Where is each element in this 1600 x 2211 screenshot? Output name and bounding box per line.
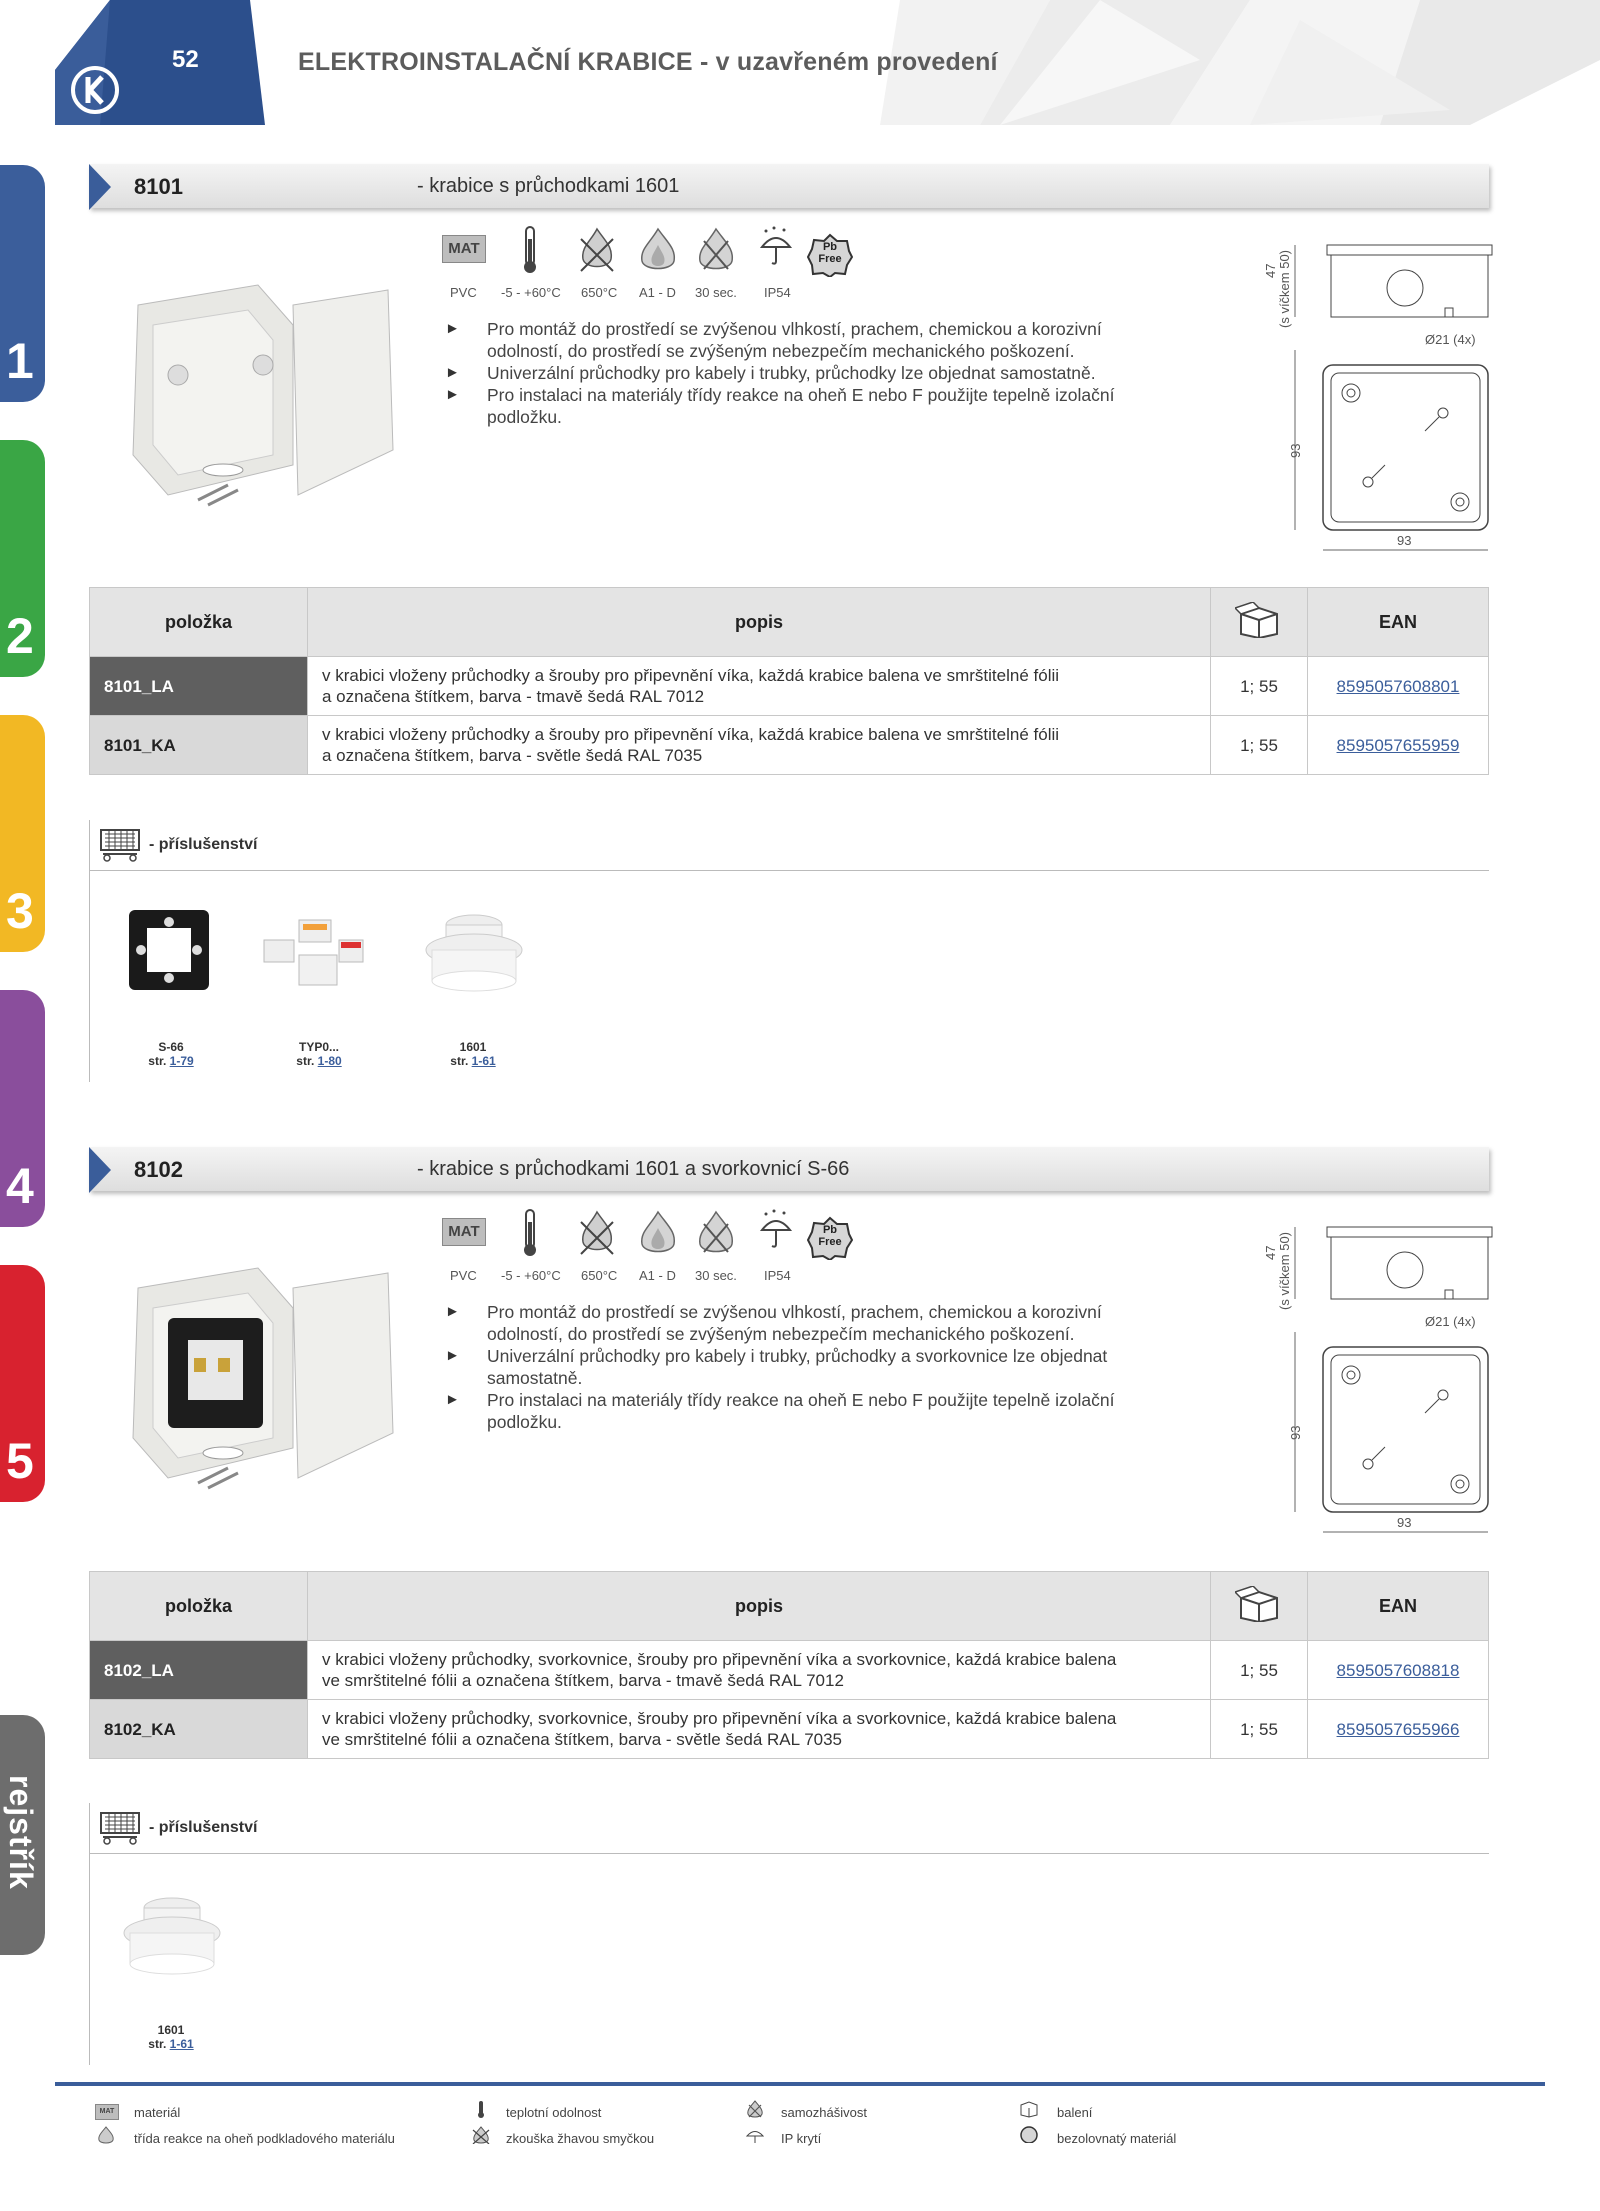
feature-item: ► Univerzální průchodky pro kabely i trubky, průchodky a svorkovnice lze objednat samostatně. [442, 1345, 1182, 1389]
material-value: PVC [450, 285, 477, 300]
side-tab-label: 5 [6, 1433, 34, 1489]
item-code: 8102_LA [90, 1641, 308, 1700]
material-value: PVC [450, 1268, 477, 1283]
side-tab-label: rejstřík [3, 1775, 39, 1890]
page-ref-link[interactable]: 1-61 [169, 2037, 194, 2051]
col-header-description: popis [308, 1572, 1211, 1641]
pb-label: Pb [822, 241, 838, 253]
feature-item: ► Pro montáž do prostředí se zvýšenou vlhkostí, prachem, chemickou a korozivní odolností, do prostředí se zvýšeným nebezpečím mechanického poškození. [442, 318, 1182, 362]
self-extinguish-value: 30 sec. [695, 285, 737, 300]
item-description: v krabici vloženy průchodky a šrouby pro připevnění víka, každá krabice balena ve smrštitelné fólii a označena štítkem, barva - tmavě šedá RAL 7012 [308, 657, 1211, 716]
product-code: 8102 [134, 1157, 183, 1182]
thermometer-icon [520, 1208, 540, 1258]
product-subtitle: - krabice s průchodkami 1601 [417, 175, 680, 197]
product-table-8102 [89, 1571, 1489, 1759]
self-extinguish-icon [694, 225, 738, 275]
self-extinguish-icon [744, 2100, 766, 2118]
item-ean [1308, 657, 1489, 716]
ean-link[interactable]: 8595057608818 [1336, 1660, 1460, 1680]
accessory-photo-s66 [119, 900, 219, 1000]
table-row [90, 1641, 1489, 1700]
col-header-ean: EAN [1308, 588, 1489, 657]
reaction-value: A1 - D [639, 285, 676, 300]
height-lid-dim: (s víčkem 50) [1277, 1231, 1292, 1310]
side-tab-label: 3 [6, 883, 34, 939]
col-header-description: popis [308, 588, 1211, 657]
ean-link[interactable]: 8595057608801 [1336, 676, 1460, 696]
product-subtitle: - krabice s průchodkami 1601 a svorkovnicí S-66 [417, 1158, 850, 1180]
item-ean [1308, 1700, 1489, 1759]
accessories-title: - příslušenství [149, 1819, 258, 1836]
legend-material: materiál [134, 2105, 181, 2120]
item-description: v krabici vloženy průchodky, svorkovnice, šrouby pro připevnění víka a svorkovnice, každá krabice balena ve smrštitelné fólii a označena štítkem, barva - tmavě šedá RAL 7012 [308, 1641, 1211, 1700]
reaction-value: A1 - D [639, 1268, 676, 1283]
section-arrow-icon [89, 1147, 111, 1193]
property-icons [440, 1208, 860, 1288]
flame-icon [95, 2126, 117, 2144]
glow-wire-icon [575, 225, 619, 275]
feature-item: ► Pro instalaci na materiály třídy reakce na oheň E nebo F použijte tepelně izolační podložku. [442, 1389, 1182, 1433]
item-code: 8102_KA [90, 1700, 308, 1759]
item-package: 1; 55 [1211, 716, 1308, 775]
item-ean [1308, 716, 1489, 775]
material-icon: MAT [442, 1218, 486, 1246]
accessories-section-8101 [89, 820, 1489, 1082]
glow-wire-value: 650°C [581, 1268, 618, 1283]
glow-wire-value: 650°C [581, 285, 618, 300]
ean-link[interactable]: 8595057655966 [1336, 1719, 1460, 1739]
side-dim: 93 [1288, 1425, 1303, 1440]
material-icon: MAT [442, 235, 486, 263]
legend-pack: balení [1057, 2105, 1093, 2120]
height-dim: 47 [1263, 263, 1278, 278]
col-header-item: položka [90, 588, 308, 657]
side-tab-label: 2 [6, 608, 34, 664]
temperature-value: -5 - +60°C [501, 1268, 561, 1283]
hole-dim: Ø21 (4x) [1425, 332, 1476, 347]
side-tab-label: 4 [6, 1158, 34, 1214]
pb-label: Pb [822, 1224, 838, 1236]
legend-reaction: třída reakce na oheň podkladového materiálu [134, 2131, 395, 2146]
accessory-item: S-66 str. 1-79 [148, 1040, 194, 1068]
self-extinguish-value: 30 sec. [695, 1268, 737, 1283]
item-package: 1; 55 [1211, 1700, 1308, 1759]
col-header-package [1211, 1572, 1308, 1641]
ip-umbrella-icon [758, 1208, 794, 1258]
side-tab-4[interactable] [0, 990, 45, 1227]
height-dim: 47 [1263, 1245, 1278, 1260]
feature-item: ► Pro instalaci na materiály třídy reakce na oheň E nebo F použijte tepelně izolační podložku. [442, 384, 1182, 428]
page-ref-link[interactable]: 1-80 [317, 1054, 342, 1068]
free-label: Free [818, 1236, 842, 1248]
side-tab-3[interactable] [0, 715, 45, 952]
package-box-icon [1235, 1586, 1283, 1622]
table-row [90, 657, 1489, 716]
table-row [90, 1700, 1489, 1759]
side-dim: 93 [1288, 443, 1303, 458]
height-lid-dim: (s víčkem 50) [1277, 249, 1292, 328]
product-photo-8101 [108, 265, 398, 515]
page-title: ELEKTROINSTALAČNÍ KRABICE - v uzavřeném provedení [298, 48, 998, 76]
shopping-cart-icon [99, 826, 143, 862]
thermometer-icon [520, 225, 540, 275]
page-ref-link[interactable]: 1-61 [471, 1054, 496, 1068]
legend-glow: zkouška žhavou smyčkou [506, 2131, 655, 2146]
pb-free-icon [807, 233, 853, 277]
thermometer-icon [470, 2100, 492, 2118]
accessory-photo-1601 [117, 1878, 227, 1988]
product-header-8101 [89, 164, 1489, 212]
table-row [90, 716, 1489, 775]
product-header-8102 [89, 1147, 1489, 1195]
page-number: 52 [172, 46, 199, 73]
technical-drawing-8102 [1265, 1212, 1500, 1557]
feature-list [442, 318, 1182, 428]
item-package: 1; 55 [1211, 1641, 1308, 1700]
free-label: Free [818, 253, 842, 265]
accessory-item: 1601 str. 1-61 [450, 1040, 496, 1068]
glow-wire-icon [575, 1208, 619, 1258]
material-icon: MAT [95, 2104, 119, 2120]
item-ean [1308, 1641, 1489, 1700]
item-code: 8101_KA [90, 716, 308, 775]
accessory-item: TYP0... str. 1-80 [296, 1040, 342, 1068]
shopping-cart-icon [99, 1809, 143, 1845]
side-tab-5[interactable] [0, 1265, 45, 1502]
product-table-8101 [89, 587, 1489, 775]
ip-umbrella-icon [758, 225, 794, 275]
temperature-value: -5 - +60°C [501, 285, 561, 300]
item-description: v krabici vloženy průchodky, svorkovnice, šrouby pro připevnění víka a svorkovnice, každá krabice balena ve smrštitelné fólii a označena štítkem, barva - světle šedá RAL 7035 [308, 1700, 1211, 1759]
logo-k-icon [70, 65, 120, 115]
col-header-ean: EAN [1308, 1572, 1489, 1641]
side-tab-label: 1 [6, 333, 34, 389]
col-header-package [1211, 588, 1308, 657]
legend-temp: teplotní odolnost [506, 2105, 602, 2120]
ip-value: IP54 [764, 1268, 791, 1283]
legend-ip: IP krytí [781, 2131, 822, 2146]
feature-item: ► Univerzální průchodky pro kabely i trubky, průchodky lze objednat samostatně. [442, 362, 1182, 384]
product-photo-8102 [108, 1248, 398, 1498]
pb-free-icon [807, 1216, 853, 1260]
flame-icon [636, 1208, 680, 1258]
side-tab-2[interactable] [0, 440, 45, 677]
side-tab-1[interactable] [0, 165, 45, 402]
product-code: 8101 [134, 174, 183, 199]
ip-value: IP54 [764, 285, 791, 300]
item-description: v krabici vloženy průchodky a šrouby pro připevnění víka, každá krabice balena ve smrštitelné fólii a označena štítkem, barva - světle šedá RAL 7035 [308, 716, 1211, 775]
col-header-item: položka [90, 1572, 308, 1641]
ean-link[interactable]: 8595057655959 [1336, 735, 1460, 755]
accessory-photo-1601 [419, 895, 529, 1005]
company-logo [70, 65, 120, 120]
page-ref-link[interactable]: 1-79 [169, 1054, 194, 1068]
side-tab-index[interactable] [0, 1715, 45, 1955]
self-extinguish-icon [694, 1208, 738, 1258]
accessory-item: 1601 str. 1-61 [148, 2023, 194, 2051]
hole-dim: Ø21 (4x) [1425, 1314, 1476, 1329]
item-code: 8101_LA [90, 657, 308, 716]
package-box-icon [1018, 2100, 1040, 2118]
accessory-photo-typ0 [259, 910, 369, 1000]
technical-drawing-8101 [1265, 230, 1500, 575]
accessories-section-8102 [89, 1803, 1489, 2065]
bottom-dim: 93 [1397, 533, 1412, 548]
legend-pbfree: bezolovnatý materiál [1057, 2131, 1177, 2146]
accessories-title: - příslušenství [149, 836, 258, 853]
legend-selfext: samozhášivost [781, 2105, 867, 2120]
item-package: 1; 55 [1211, 657, 1308, 716]
flame-icon [636, 225, 680, 275]
property-icons [440, 225, 860, 305]
footer-divider [55, 2082, 1545, 2086]
ip-umbrella-icon [744, 2126, 766, 2144]
feature-item: ► Pro montáž do prostředí se zvýšenou vlhkostí, prachem, chemickou a korozivní odolností, do prostředí se zvýšeným nebezpečím mechanického poškození. [442, 1301, 1182, 1345]
section-arrow-icon [89, 164, 111, 210]
bottom-dim: 93 [1397, 1515, 1412, 1530]
pb-free-icon [1018, 2125, 1040, 2143]
glow-wire-icon [470, 2126, 492, 2144]
package-box-icon [1235, 602, 1283, 638]
feature-list [442, 1301, 1182, 1433]
